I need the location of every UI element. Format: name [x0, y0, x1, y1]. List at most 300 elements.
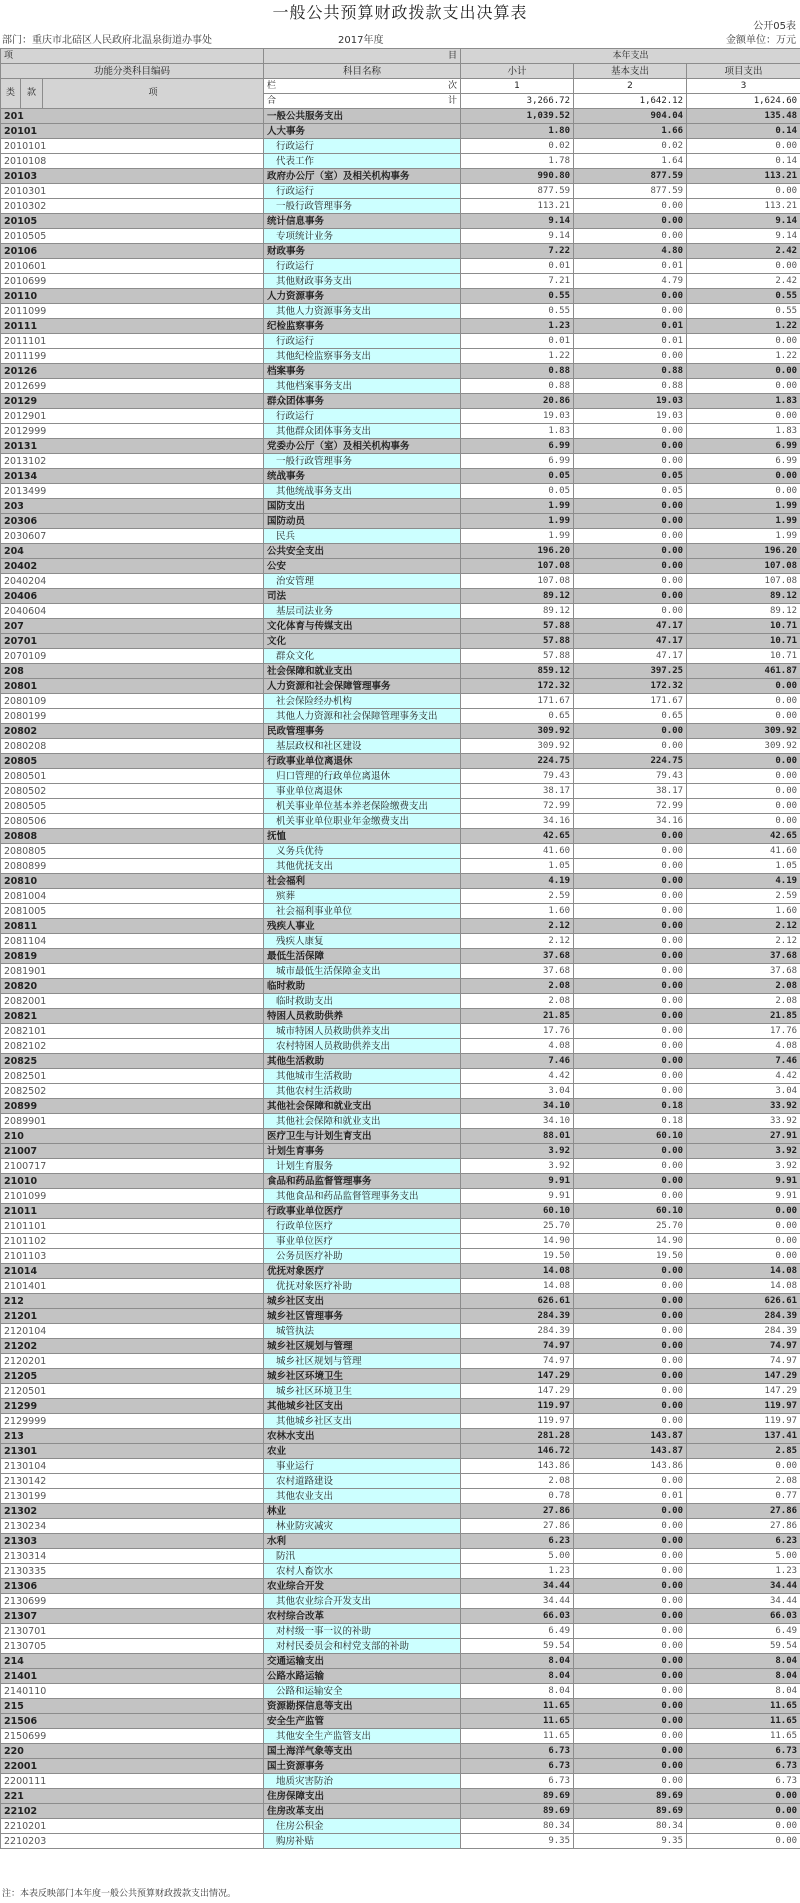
header-col-1: 1 [461, 79, 574, 94]
row-subtotal: 119.97 [461, 1399, 574, 1414]
row-basic: 0.05 [574, 484, 687, 499]
row-basic: 0.00 [574, 1054, 687, 1069]
row-project: 6.49 [687, 1624, 800, 1639]
table-row [1, 1789, 800, 1804]
row-name: 抚恤 [264, 829, 461, 844]
row-name: 文化体育与传媒支出 [264, 619, 461, 634]
row-project: 8.04 [687, 1654, 800, 1669]
row-basic: 89.69 [574, 1804, 687, 1819]
row-name: 公路水路运输 [264, 1669, 461, 1684]
row-project: 74.97 [687, 1339, 800, 1354]
row-code: 21506 [1, 1714, 264, 1729]
row-basic: 0.00 [574, 1069, 687, 1084]
row-subtotal: 1.60 [461, 904, 574, 919]
row-subtotal: 14.90 [461, 1234, 574, 1249]
row-subtotal: 41.60 [461, 844, 574, 859]
row-project: 0.00 [687, 694, 800, 709]
table-row [1, 349, 800, 364]
table-row [1, 844, 800, 859]
table-row [1, 1504, 800, 1519]
row-subtotal: 79.43 [461, 769, 574, 784]
row-basic: 0.00 [574, 1594, 687, 1609]
row-name: 安全生产监管 [264, 1714, 461, 1729]
row-subtotal: 1.23 [461, 1564, 574, 1579]
table-row [1, 439, 800, 454]
row-basic: 172.32 [574, 679, 687, 694]
row-name: 其他生活救助 [264, 1054, 461, 1069]
row-code: 2101103 [1, 1249, 264, 1264]
row-basic: 0.00 [574, 214, 687, 229]
row-name: 林业 [264, 1504, 461, 1519]
row-basic: 0.01 [574, 334, 687, 349]
row-name: 义务兵优待 [264, 844, 461, 859]
row-subtotal: 9.14 [461, 229, 574, 244]
row-project: 0.55 [687, 289, 800, 304]
table-row [1, 904, 800, 919]
row-project: 0.00 [687, 379, 800, 394]
row-name: 城乡社区规划与管理 [264, 1339, 461, 1354]
row-project: 2.08 [687, 979, 800, 994]
row-name: 计划生育服务 [264, 1159, 461, 1174]
report-year: 2017年度 [338, 35, 384, 46]
row-project: 1.05 [687, 859, 800, 874]
row-name: 文化 [264, 634, 461, 649]
row-project: 137.41 [687, 1429, 800, 1444]
row-name: 事业单位离退休 [264, 784, 461, 799]
row-code: 21010 [1, 1174, 264, 1189]
row-code: 20701 [1, 634, 264, 649]
header-kuan: 款 [21, 79, 43, 109]
table-row [1, 1729, 800, 1744]
header-col-3: 3 [687, 79, 800, 94]
table-row [1, 964, 800, 979]
row-subtotal: 57.88 [461, 619, 574, 634]
row-subtotal: 1.78 [461, 154, 574, 169]
table-row [1, 229, 800, 244]
table-row [1, 394, 800, 409]
row-project: 119.97 [687, 1399, 800, 1414]
row-code: 2010601 [1, 259, 264, 274]
row-basic: 0.00 [574, 979, 687, 994]
row-basic: 0.00 [574, 859, 687, 874]
row-subtotal: 6.49 [461, 1624, 574, 1639]
row-name: 其他安全生产监管支出 [264, 1729, 461, 1744]
row-subtotal: 1.99 [461, 499, 574, 514]
row-basic: 0.00 [574, 964, 687, 979]
row-subtotal: 309.92 [461, 739, 574, 754]
row-basic: 0.00 [574, 844, 687, 859]
row-subtotal: 119.97 [461, 1414, 574, 1429]
row-project: 6.73 [687, 1774, 800, 1789]
row-subtotal: 66.03 [461, 1609, 574, 1624]
table-row [1, 1264, 800, 1279]
row-project: 107.08 [687, 574, 800, 589]
row-name: 其他财政事务支出 [264, 274, 461, 289]
table-row [1, 514, 800, 529]
table-row [1, 1414, 800, 1429]
row-project: 11.65 [687, 1714, 800, 1729]
row-project: 66.03 [687, 1609, 800, 1624]
row-name: 国防支出 [264, 499, 461, 514]
row-subtotal: 990.80 [461, 169, 574, 184]
row-code: 20811 [1, 919, 264, 934]
row-name: 城乡社区规划与管理 [264, 1354, 461, 1369]
row-basic: 0.00 [574, 739, 687, 754]
row-subtotal: 0.02 [461, 139, 574, 154]
row-subtotal: 89.12 [461, 589, 574, 604]
row-name: 林业防灾减灾 [264, 1519, 461, 1534]
row-subtotal: 2.12 [461, 919, 574, 934]
table-row [1, 1819, 800, 1834]
row-basic: 224.75 [574, 754, 687, 769]
row-subtotal: 0.65 [461, 709, 574, 724]
table-row [1, 244, 800, 259]
row-code: 21401 [1, 1669, 264, 1684]
table-row [1, 334, 800, 349]
row-project: 147.29 [687, 1369, 800, 1384]
table-row [1, 574, 800, 589]
row-subtotal: 6.99 [461, 439, 574, 454]
row-name: 行政事业单位离退休 [264, 754, 461, 769]
table-row [1, 214, 800, 229]
row-project: 0.00 [687, 769, 800, 784]
row-subtotal: 34.44 [461, 1594, 574, 1609]
row-code: 2010108 [1, 154, 264, 169]
row-code: 20111 [1, 319, 264, 334]
row-basic: 0.01 [574, 259, 687, 274]
row-name: 公共安全支出 [264, 544, 461, 559]
row-subtotal: 1.05 [461, 859, 574, 874]
row-code: 21301 [1, 1444, 264, 1459]
row-code: 221 [1, 1789, 264, 1804]
row-basic: 0.00 [574, 574, 687, 589]
row-subtotal: 88.01 [461, 1129, 574, 1144]
row-code: 20819 [1, 949, 264, 964]
row-project: 0.00 [687, 1219, 800, 1234]
row-project: 11.65 [687, 1699, 800, 1714]
row-code: 2081004 [1, 889, 264, 904]
row-subtotal: 14.08 [461, 1264, 574, 1279]
row-subtotal: 6.73 [461, 1744, 574, 1759]
table-row [1, 1624, 800, 1639]
row-code: 2120501 [1, 1384, 264, 1399]
row-project: 1.23 [687, 1564, 800, 1579]
table-row [1, 1174, 800, 1189]
row-subtotal: 74.97 [461, 1354, 574, 1369]
row-subtotal: 146.72 [461, 1444, 574, 1459]
row-name: 农业综合开发 [264, 1579, 461, 1594]
row-subtotal: 859.12 [461, 664, 574, 679]
row-name: 归口管理的行政单位离退休 [264, 769, 461, 784]
row-basic: 877.59 [574, 184, 687, 199]
row-code: 2120201 [1, 1354, 264, 1369]
header-project: 项目支出 [687, 64, 800, 79]
row-subtotal: 143.86 [461, 1459, 574, 1474]
row-basic: 47.17 [574, 619, 687, 634]
row-name: 统计信息事务 [264, 214, 461, 229]
row-name: 行政运行 [264, 334, 461, 349]
row-subtotal: 8.04 [461, 1684, 574, 1699]
row-project: 1.83 [687, 424, 800, 439]
row-name: 农林水支出 [264, 1429, 461, 1444]
table-row [1, 724, 800, 739]
row-code: 2040204 [1, 574, 264, 589]
row-subtotal: 2.08 [461, 994, 574, 1009]
table-row [1, 769, 800, 784]
row-name: 公务员医疗补助 [264, 1249, 461, 1264]
row-subtotal: 0.55 [461, 304, 574, 319]
row-name: 殡葬 [264, 889, 461, 904]
row-project: 34.44 [687, 1594, 800, 1609]
row-code: 21303 [1, 1534, 264, 1549]
row-subtotal: 27.86 [461, 1504, 574, 1519]
row-name: 专项统计业务 [264, 229, 461, 244]
row-name: 其他统战事务支出 [264, 484, 461, 499]
row-name: 人大事务 [264, 124, 461, 139]
table-row [1, 1354, 800, 1369]
row-project: 4.42 [687, 1069, 800, 1084]
row-project: 2.12 [687, 919, 800, 934]
table-row [1, 814, 800, 829]
row-project: 10.71 [687, 634, 800, 649]
row-basic: 60.10 [574, 1129, 687, 1144]
row-code: 20129 [1, 394, 264, 409]
row-project: 1.22 [687, 319, 800, 334]
row-basic: 0.00 [574, 1669, 687, 1684]
row-subtotal: 19.50 [461, 1249, 574, 1264]
row-name: 农村道路建设 [264, 1474, 461, 1489]
row-name: 社会保障和就业支出 [264, 664, 461, 679]
table-row [1, 1384, 800, 1399]
row-name: 临时救助支出 [264, 994, 461, 1009]
row-basic: 0.00 [574, 949, 687, 964]
row-code: 2150699 [1, 1729, 264, 1744]
table-row [1, 799, 800, 814]
row-basic: 397.25 [574, 664, 687, 679]
row-code: 20131 [1, 439, 264, 454]
row-subtotal: 34.16 [461, 814, 574, 829]
row-subtotal: 309.92 [461, 724, 574, 739]
row-code: 20402 [1, 559, 264, 574]
row-code: 20808 [1, 829, 264, 844]
row-subtotal: 21.85 [461, 1009, 574, 1024]
row-basic: 0.00 [574, 1639, 687, 1654]
row-name: 其他纪检监察事务支出 [264, 349, 461, 364]
table-row [1, 1609, 800, 1624]
row-code: 2080805 [1, 844, 264, 859]
row-name: 最低生活保障 [264, 949, 461, 964]
table-row [1, 1669, 800, 1684]
table-row [1, 319, 800, 334]
row-subtotal: 6.73 [461, 1774, 574, 1789]
row-basic: 0.01 [574, 1489, 687, 1504]
table-row [1, 994, 800, 1009]
row-code: 20126 [1, 364, 264, 379]
row-subtotal: 4.08 [461, 1039, 574, 1054]
row-code: 21202 [1, 1339, 264, 1354]
row-code: 21205 [1, 1369, 264, 1384]
table-row [1, 379, 800, 394]
row-name: 优抚对象医疗 [264, 1264, 461, 1279]
row-project: 0.00 [687, 484, 800, 499]
header-row-2 [1, 64, 800, 79]
row-subtotal: 7.22 [461, 244, 574, 259]
row-name: 城市特困人员救助供养支出 [264, 1024, 461, 1039]
row-subtotal: 34.10 [461, 1114, 574, 1129]
row-project: 21.85 [687, 1009, 800, 1024]
table-row [1, 454, 800, 469]
row-basic: 0.02 [574, 139, 687, 154]
row-code: 20820 [1, 979, 264, 994]
row-basic: 0.00 [574, 289, 687, 304]
row-name: 其他城乡社区支出 [264, 1399, 461, 1414]
row-subtotal: 0.78 [461, 1489, 574, 1504]
table-row [1, 1834, 800, 1849]
row-subtotal: 89.69 [461, 1789, 574, 1804]
row-name: 对村民委员会和村党支部的补助 [264, 1639, 461, 1654]
row-basic: 4.79 [574, 274, 687, 289]
row-basic: 0.00 [574, 1729, 687, 1744]
row-name: 农村人畜饮水 [264, 1564, 461, 1579]
row-basic: 0.00 [574, 1684, 687, 1699]
row-name: 群众团体事务 [264, 394, 461, 409]
row-project: 135.48 [687, 109, 800, 124]
row-name: 行政单位医疗 [264, 1219, 461, 1234]
row-code: 2130142 [1, 1474, 264, 1489]
row-subtotal: 0.88 [461, 379, 574, 394]
table-row [1, 1714, 800, 1729]
row-project: 2.85 [687, 1444, 800, 1459]
row-basic: 80.34 [574, 1819, 687, 1834]
row-code: 213 [1, 1429, 264, 1444]
row-code: 215 [1, 1699, 264, 1714]
row-name: 农村特困人员救助供养支出 [264, 1039, 461, 1054]
row-subtotal: 11.65 [461, 1714, 574, 1729]
table-row [1, 589, 800, 604]
row-project: 33.92 [687, 1099, 800, 1114]
form-code: 公开05表 [753, 21, 796, 32]
row-basic: 0.00 [574, 304, 687, 319]
row-basic: 0.00 [574, 1414, 687, 1429]
row-name: 优抚对象医疗补助 [264, 1279, 461, 1294]
row-basic: 89.69 [574, 1789, 687, 1804]
row-basic: 0.00 [574, 1774, 687, 1789]
row-name: 治安管理 [264, 574, 461, 589]
row-code: 2130701 [1, 1624, 264, 1639]
table-row [1, 1564, 800, 1579]
row-basic: 0.00 [574, 1084, 687, 1099]
table-row [1, 1774, 800, 1789]
row-basic: 14.90 [574, 1234, 687, 1249]
row-name: 人力资源和社会保障管理事务 [264, 679, 461, 694]
row-code: 20306 [1, 514, 264, 529]
row-name: 医疗卫生与计划生育支出 [264, 1129, 461, 1144]
row-basic: 0.00 [574, 349, 687, 364]
table-row [1, 859, 800, 874]
row-project: 27.86 [687, 1504, 800, 1519]
row-project: 113.21 [687, 199, 800, 214]
row-name: 城乡社区管理事务 [264, 1309, 461, 1324]
row-basic: 904.04 [574, 109, 687, 124]
row-basic: 143.86 [574, 1459, 687, 1474]
row-code: 20899 [1, 1099, 264, 1114]
row-code: 212 [1, 1294, 264, 1309]
row-project: 0.00 [687, 709, 800, 724]
row-subtotal: 57.88 [461, 649, 574, 664]
row-name: 农业 [264, 1444, 461, 1459]
row-code: 2010699 [1, 274, 264, 289]
row-project: 309.92 [687, 724, 800, 739]
table-row [1, 154, 800, 169]
row-basic: 0.00 [574, 829, 687, 844]
row-project: 0.00 [687, 139, 800, 154]
row-subtotal: 1.80 [461, 124, 574, 139]
row-subtotal: 0.55 [461, 289, 574, 304]
row-basic: 60.10 [574, 1204, 687, 1219]
row-subtotal: 2.08 [461, 1474, 574, 1489]
row-project: 2.12 [687, 934, 800, 949]
row-subtotal: 626.61 [461, 1294, 574, 1309]
row-basic: 19.03 [574, 409, 687, 424]
row-code: 20821 [1, 1009, 264, 1024]
table-row [1, 634, 800, 649]
row-code: 2012999 [1, 424, 264, 439]
row-subtotal: 57.88 [461, 634, 574, 649]
row-code: 21014 [1, 1264, 264, 1279]
row-code: 2101102 [1, 1234, 264, 1249]
row-project: 626.61 [687, 1294, 800, 1309]
row-name: 党委办公厅（室）及相关机构事务 [264, 439, 461, 454]
table-row [1, 274, 800, 289]
row-subtotal: 8.04 [461, 1669, 574, 1684]
row-basic: 0.00 [574, 559, 687, 574]
row-code: 2012901 [1, 409, 264, 424]
table-row [1, 304, 800, 319]
table-row [1, 124, 800, 139]
row-basic: 0.00 [574, 1534, 687, 1549]
row-basic: 0.00 [574, 514, 687, 529]
table-row [1, 109, 800, 124]
row-code: 2130104 [1, 1459, 264, 1474]
row-basic: 79.43 [574, 769, 687, 784]
row-name: 其他人力资源事务支出 [264, 304, 461, 319]
row-project: 4.19 [687, 874, 800, 889]
row-name: 城管执法 [264, 1324, 461, 1339]
header-xiang: 项 [43, 79, 264, 109]
row-code: 2010302 [1, 199, 264, 214]
row-name: 基层政权和社区建设 [264, 739, 461, 754]
row-subtotal: 284.39 [461, 1309, 574, 1324]
row-basic: 47.17 [574, 649, 687, 664]
row-basic: 0.00 [574, 1159, 687, 1174]
table-row [1, 619, 800, 634]
row-name: 一般行政管理事务 [264, 199, 461, 214]
row-code: 2080109 [1, 694, 264, 709]
row-name: 其他食品和药品监督管理事务支出 [264, 1189, 461, 1204]
row-code: 2120104 [1, 1324, 264, 1339]
row-name: 社会保险经办机构 [264, 694, 461, 709]
row-code: 21306 [1, 1579, 264, 1594]
row-basic: 143.87 [574, 1444, 687, 1459]
row-code: 22001 [1, 1759, 264, 1774]
row-project: 0.00 [687, 1459, 800, 1474]
row-project: 27.86 [687, 1519, 800, 1534]
table-row [1, 1084, 800, 1099]
row-basic: 0.00 [574, 1264, 687, 1279]
header-item: 项 [1, 49, 264, 64]
row-subtotal: 38.17 [461, 784, 574, 799]
row-name: 行政运行 [264, 184, 461, 199]
